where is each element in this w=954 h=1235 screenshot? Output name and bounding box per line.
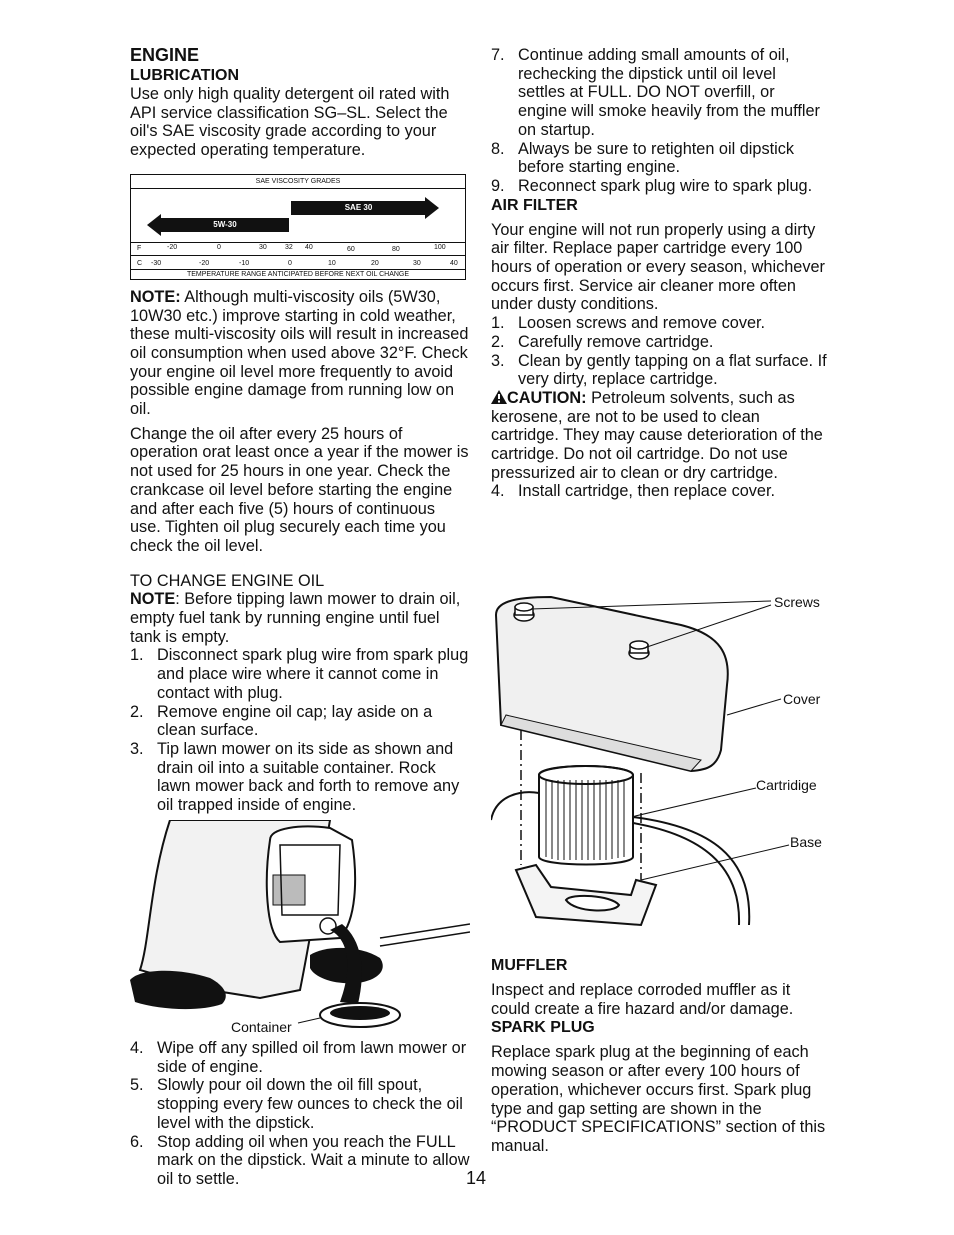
- list-item: [491, 333, 827, 352]
- list-item: [130, 703, 470, 740]
- engine-title: ENGINE: [130, 45, 200, 65]
- steps-list-a: [130, 646, 470, 814]
- list-item: [130, 1133, 470, 1189]
- note-label: NOTE:: [130, 287, 181, 306]
- step-number: 7.: [491, 46, 505, 64]
- step-number: 3.: [130, 739, 144, 758]
- air-filter-step4: [491, 482, 827, 501]
- page-number: 14: [466, 1168, 487, 1188]
- warning-icon: [491, 390, 507, 404]
- step-number: 1.: [130, 646, 144, 665]
- air-filter-heading: AIR FILTER: [491, 196, 578, 214]
- chart-footer: TEMPERATURE RANGE ANTICIPATED BEFORE NEXT OIL CHANGE: [186, 270, 410, 278]
- f-label: F: [137, 244, 142, 252]
- cover-label: Cover: [783, 691, 821, 707]
- step-text: Disconnect spark plug wire from spark plug and place wire where it cannot come in contact with plug.: [157, 646, 469, 702]
- air-filter-illustration: [491, 595, 831, 935]
- spark-plug-heading: SPARK PLUG: [491, 1019, 595, 1037]
- step-number: 4.: [491, 482, 505, 501]
- sae30-bar: SAE 30: [291, 201, 426, 215]
- f-tick: 40: [305, 243, 313, 251]
- screws-label: Screws: [774, 594, 820, 610]
- air-filter-intro: Your engine will not run properly using a dirty air filter. Replace paper cartridge every 100 hours of operation or every season, whichever occurs first. Service air cleaner more often under dusty conditions.: [491, 220, 825, 314]
- sae30-arrow-icon: [425, 197, 439, 219]
- note2-text: : Before tipping lawn mower to drain oil, empty fuel tank by running engine until fuel tank is empty.: [130, 590, 461, 646]
- list-item: [491, 177, 827, 196]
- step-text: Remove engine oil cap; lay aside on a clean surface.: [157, 702, 433, 740]
- container-label: Container: [231, 1019, 292, 1035]
- list-item: [130, 1039, 470, 1076]
- list-item: [491, 352, 827, 389]
- muffler-text: Inspect and replace corroded muffler as it could create a fire hazard and/or damage.: [491, 981, 794, 1018]
- step-text: Continue adding small amounts of oil, rechecking the dipstick until oil level settles at FULL. DO NOT overfill, or engine will smoke heavily from the muffler on startup.: [518, 46, 820, 139]
- step-number: 9.: [491, 176, 505, 195]
- right-column: [491, 46, 827, 501]
- step-text: Install cartridge, then replace cover.: [518, 482, 776, 501]
- f-tick: 0: [217, 243, 221, 251]
- note-text: Although multi-viscosity oils (5W30, 10W30 etc.) improve starting in cold weather, these multi-viscosity oils will result in increased oil consumption when used above 32°F. Check your engine oil level more frequently to avoid possible engine damage from running low on oil.: [130, 287, 469, 419]
- step-text: Slowly pour oil down the oil fill spout, stopping every few ounces to check the oil level with the dipstick.: [157, 1076, 463, 1132]
- step-text: Loosen screws and remove cover.: [518, 314, 766, 333]
- step-number: 2.: [491, 332, 505, 351]
- list-item: [130, 1076, 470, 1132]
- c-tick: 20: [371, 259, 379, 267]
- air-filter-steps: [491, 314, 827, 389]
- step-text: Tip lawn mower on its side as shown and drain oil into a suitable container. Rock lawn mower back and forth to remove any oil trapped inside of engine.: [157, 739, 460, 815]
- caution-text: Petroleum solvents, such as kerosene, are not to be used to clean cartridge. They may cause deterioration of the cartridge. Do not oil cartridge. Do not use pressurized air to clean or dry cartridge.: [491, 388, 823, 482]
- step-text: Always be sure to retighten oil dipstick before starting engine.: [518, 139, 795, 177]
- viscosity-chart: [130, 174, 466, 280]
- c-tick: -30: [151, 259, 162, 267]
- right-column-bottom: [491, 956, 827, 1156]
- caution-paragraph: [491, 389, 827, 483]
- c-tick: -20: [199, 259, 210, 267]
- 5w30-bar: 5W-30: [161, 218, 289, 232]
- list-item: [130, 740, 470, 815]
- steps-list-b: [130, 1039, 470, 1189]
- mower-drain-illustration: [130, 820, 470, 1040]
- f-tick: 80: [392, 245, 400, 253]
- list-item: [491, 46, 827, 140]
- step-text: Carefully remove cartridge.: [518, 332, 714, 351]
- lubrication-text: Use only high quality detergent oil rated with API service classification SG–SL. Select the oil's SAE viscosity grade according to your expected operating temperature.: [130, 85, 450, 160]
- step-text: Stop adding oil when you reach the FULL mark on the dipstick. Wait a minute to allow oil to settle.: [157, 1132, 470, 1188]
- list-item: [491, 314, 827, 333]
- step-text: Clean by gently tapping on a flat surface. If very dirty, replace cartridge.: [518, 351, 827, 389]
- base-label: Base: [790, 834, 822, 850]
- chart-divider-top: [131, 188, 465, 189]
- f-tick: 30: [259, 243, 267, 251]
- f-tick: -20: [167, 243, 178, 251]
- list-item: [491, 482, 827, 501]
- step-number: 5.: [130, 1076, 144, 1095]
- list-item: [130, 646, 470, 702]
- steps-list-c: [491, 46, 827, 196]
- note2-paragraph: [130, 590, 470, 646]
- chart-title: SAE VISCOSITY GRADES: [255, 177, 341, 185]
- f-tick: 100: [434, 243, 446, 251]
- left-column: [130, 44, 470, 815]
- step-number: 8.: [491, 139, 505, 158]
- chart-divider-f: [131, 242, 465, 243]
- spark-plug-text: Replace spark plug at the beginning of each mowing season or after every 100 hours of operation, whichever occurs first. Spark plug type and gap setting are shown in the “PRODUCT SPECIFICATIONS” section of this manual.: [491, 1043, 826, 1155]
- step-number: 1.: [491, 314, 505, 333]
- step-number: 6.: [130, 1132, 144, 1151]
- caution-label: CAUTION:: [507, 388, 587, 407]
- step-number: 2.: [130, 702, 144, 721]
- lubrication-heading: LUBRICATION: [130, 67, 240, 84]
- muffler-heading: MUFFLER: [491, 957, 568, 974]
- c-tick: 40: [450, 259, 458, 267]
- cartridge-label: Cartridige: [756, 777, 817, 793]
- f-tick: 60: [347, 245, 355, 253]
- chart-divider-footer: [131, 269, 465, 270]
- to-change-heading: TO CHANGE ENGINE OIL: [130, 571, 325, 590]
- note-paragraph: [130, 288, 470, 419]
- left-column-bottom: [130, 1039, 470, 1189]
- change-oil-text: Change the oil after every 25 hours of operation orat least once a year if the mower is not used for 25 hours in one year. Check the crankcase oil level before starting the engine and after each five (5) hours of continuous use. Tighten oil plug securely each time you check the oil level.: [130, 424, 469, 555]
- 5w30-arrow-icon: [147, 214, 161, 236]
- list-item: [491, 140, 827, 177]
- step-text: Wipe off any spilled oil from lawn mower or side of engine.: [157, 1039, 467, 1076]
- c-tick: 30: [413, 259, 421, 267]
- c-tick: 10: [328, 259, 336, 267]
- chart-divider-c: [131, 255, 465, 256]
- f-tick: 32: [285, 243, 293, 251]
- c-tick: 0: [288, 259, 292, 267]
- step-number: 4.: [130, 1039, 144, 1057]
- c-tick: -10: [239, 259, 250, 267]
- step-text: Reconnect spark plug wire to spark plug.: [518, 176, 813, 195]
- c-label: C: [137, 259, 143, 267]
- step-number: 3.: [491, 351, 505, 370]
- note2-label: NOTE: [130, 590, 176, 609]
